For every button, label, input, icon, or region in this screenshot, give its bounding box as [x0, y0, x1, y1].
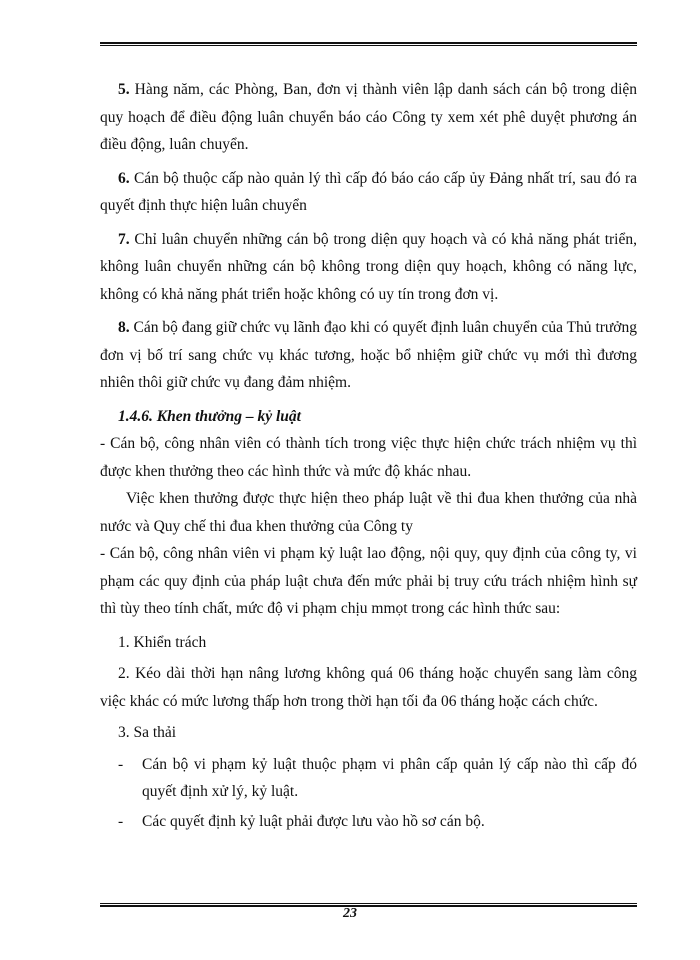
dash-mark: - — [118, 812, 124, 830]
dash-item-2 — [100, 808, 637, 836]
discipline-option-1: 1. Khiển trách — [118, 633, 207, 651]
discipline-option-2: 2. Kéo dài thời hạn nâng lương không quá 06 tháng hoặc chuyển sang làm công việc khác có mức lương thấp hơn trong thời hạn tối đa 06 tháng hoặc cách chức. — [100, 665, 637, 710]
list-item-6 — [100, 165, 637, 220]
item-text: Cán bộ đang giữ chức vụ lãnh đạo khi có quyết định luân chuyển của Thủ trưởng đơn vị bố trí sang chức vụ khác tương, hoặc bổ nhiệm giữ chức vụ mới thì đương nhiên thôi giữ chức vụ đang đảm nhiệm. — [100, 319, 638, 391]
item-text: Hàng năm, các Phòng, Ban, đơn vị thành viên lập danh sách cán bộ trong diện quy hoạch để điều động luân chuyển báo cáo Công ty xem xét phê duyệt phương án điều động, luân chuyển. — [100, 81, 637, 153]
dash-item-1 — [100, 751, 637, 806]
header-rule — [100, 42, 637, 46]
page-number: 23 — [343, 906, 357, 921]
discipline-option-3: 3. Sa thải — [118, 724, 177, 741]
dash-text: Các quyết định kỷ luật phải được lưu vào hồ sơ cán bộ. — [142, 812, 485, 830]
section-heading: 1.4.6. Khen thưởng – kỷ luật — [118, 407, 301, 425]
item-number: 7. — [118, 230, 130, 248]
reward-law-paragraph: Việc khen thưởng được thực hiện theo pháp luật về thi đua khen thưởng của nhà nước và Quy chế thi đua khen thưởng của Công ty — [100, 490, 637, 535]
page-body — [100, 76, 637, 837]
reward-paragraph: - Cán bộ, công nhân viên có thành tích trong việc thực hiện chức trách nhiệm vụ thì được khen thưởng theo các hình thức và mức độ khác nhau. — [100, 435, 637, 480]
item-text: Cán bộ thuộc cấp nào quản lý thì cấp đó báo cáo cấp ủy Đảng nhất trí, sau đó ra quyết định thực hiện luân chuyển — [100, 169, 637, 214]
list-item-5 — [100, 76, 637, 159]
list-item-7 — [100, 226, 637, 309]
item-number: 8. — [118, 319, 130, 336]
item-number: 6. — [118, 169, 130, 187]
dash-mark: - — [118, 755, 124, 773]
list-item-8 — [100, 314, 637, 397]
dash-text: Cán bộ vi phạm kỷ luật thuộc phạm vi phân cấp quản lý cấp nào thì cấp đó quyết định xử lý, kỷ luật. — [142, 755, 637, 800]
discipline-paragraph: - Cán bộ, công nhân viên vi phạm kỷ luật lao động, nội quy, quy định của công ty, vi phạm các quy định của pháp luật chưa đến mức phải bị truy cứu trách nhiệm hình sự thì tùy theo tính chất, mức độ vi phạm chịu mmọt trong các hình thức sau: — [100, 545, 637, 617]
item-number: 5. — [118, 81, 130, 98]
item-text: Chỉ luân chuyển những cán bộ trong diện quy hoạch và có khả năng phát triển, không luân chuyển những cán bộ không trong diện quy hoạch, không có năng lực, không có khả năng phát triển hoặc không có uy tín trong đơn vị. — [100, 230, 637, 303]
